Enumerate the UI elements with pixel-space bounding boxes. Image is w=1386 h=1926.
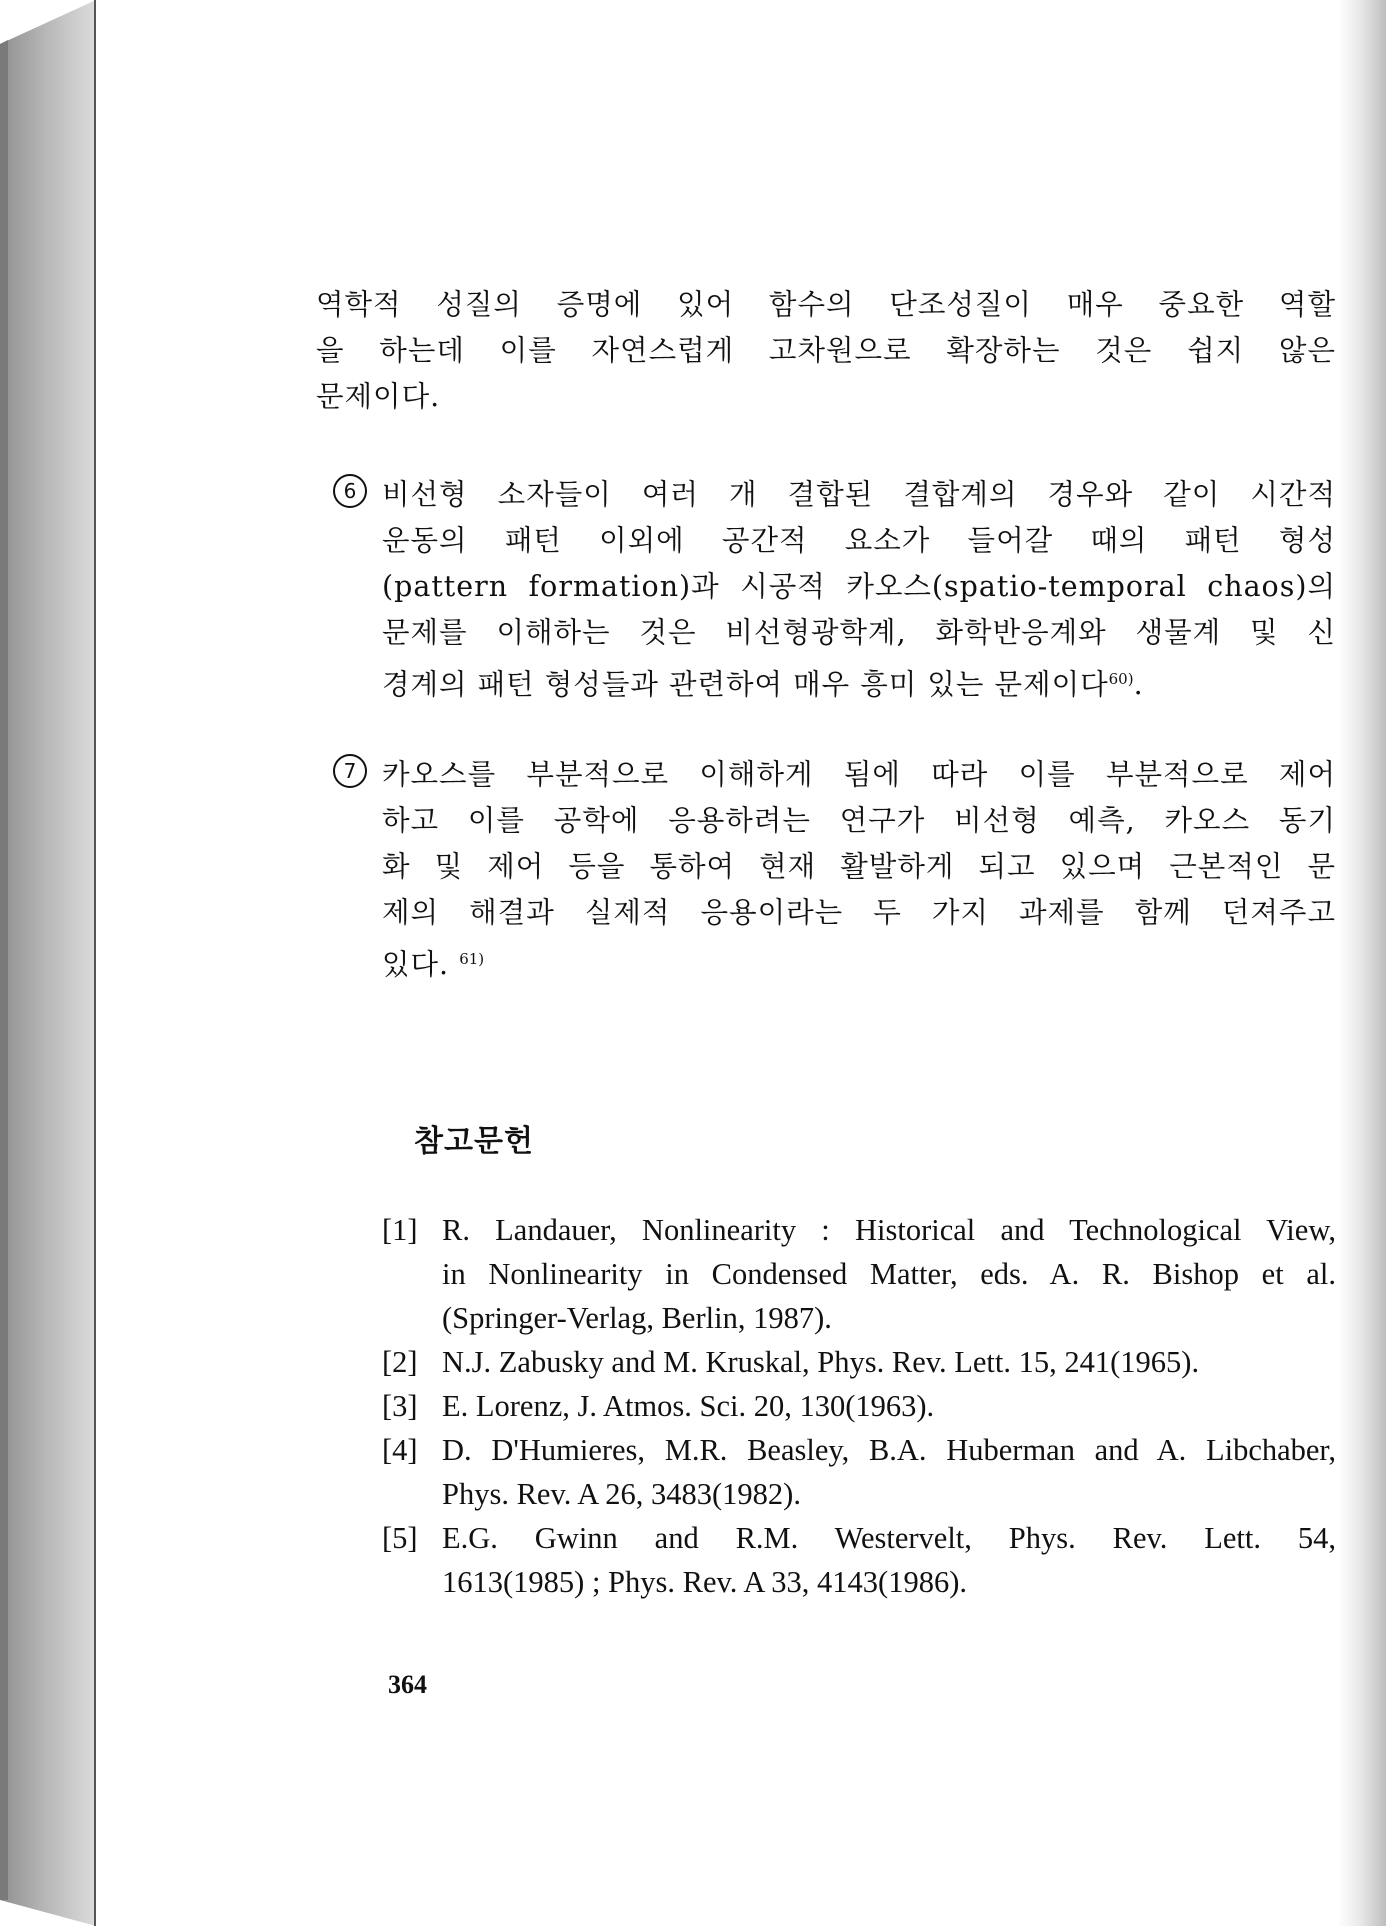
reference-item: [382, 1384, 1336, 1428]
item-line: 문제를 이해하는 것은 비선형광학계, 화학반응계와 생물계 및 신: [382, 616, 1336, 649]
reference-number: [5]: [382, 1521, 418, 1555]
item-line: (pattern formation)과 시공적 카오스(spatio-temporal chaos)의: [382, 570, 1336, 603]
book-spine: [0, 0, 96, 1926]
paragraph-line: 을 하는데 이를 자연스럽게 고차원으로 확장하는 것은 쉽지 않은: [316, 334, 1336, 367]
page-edge-shadow: [1338, 0, 1386, 1926]
reference-line: N.J. Zabusky and M. Kruskal, Phys. Rev. Lett. 15, 241(1965).: [442, 1345, 1200, 1379]
list-item-6: [343, 472, 1336, 708]
paragraph-line: 문제이다.: [316, 380, 441, 413]
item-line-last: [382, 936, 1336, 988]
item-line: 하고 이를 공학에 응용하려는 연구가 비선형 예측, 카오스 동기: [382, 804, 1336, 837]
references-heading: 참고문헌: [414, 1124, 534, 1159]
references-list: [382, 1208, 1336, 1604]
reference-line: D. D'Humieres, M.R. Beasley, B.A. Huberman and A. Libchaber,: [442, 1433, 1336, 1467]
list-item-7: [343, 752, 1336, 988]
reference-line: in Nonlinearity in Condensed Matter, eds. A. R. Bishop et al.: [442, 1257, 1336, 1291]
reference-line: (Springer-Verlag, Berlin, 1987).: [442, 1301, 832, 1335]
footnote-ref: 61): [459, 950, 485, 968]
reference-line: Phys. Rev. A 26, 3483(1982).: [442, 1477, 801, 1511]
reference-line: E.G. Gwinn and R.M. Westervelt, Phys. Rev. Lett. 54,: [442, 1521, 1336, 1555]
item-line: 화 및 제어 등을 통하여 현재 활발하게 되고 있으며 근본적인 문: [382, 850, 1336, 883]
item-line: 비선형 소자들이 여러 개 결합된 결합계의 경우와 같이 시간적: [382, 478, 1336, 511]
reference-item: [382, 1208, 1336, 1340]
footnote-ref: 60): [1108, 670, 1134, 688]
reference-line: 1613(1985) ; Phys. Rev. A 33, 4143(1986).: [442, 1565, 967, 1599]
item-line: 제의 해결과 실제적 응용이라는 두 가지 과제를 함께 던져주고: [382, 896, 1336, 929]
continued-paragraph: [316, 282, 1336, 420]
reference-item: [382, 1428, 1336, 1516]
item-line-last: [382, 656, 1336, 708]
paragraph-line: 역학적 성질의 증명에 있어 함수의 단조성질이 매우 중요한 역할: [316, 288, 1336, 321]
reference-item: [382, 1340, 1336, 1384]
item-line: 운동의 패턴 이외에 공간적 요소가 들어갈 때의 패턴 형성: [382, 524, 1336, 557]
reference-number: [1]: [382, 1213, 418, 1247]
item-text: 있다.: [382, 948, 450, 981]
reference-number: [3]: [382, 1389, 418, 1423]
circled-number-6: 6: [333, 474, 367, 508]
reference-line: R. Landauer, Nonlinearity : Historical and Technological View,: [442, 1213, 1336, 1247]
circled-number-7: 7: [333, 754, 367, 788]
reference-number: [2]: [382, 1345, 418, 1379]
sentence-end: .: [1133, 668, 1144, 701]
item-text: 경계의 패턴 형성들과 관련하여 매우 흥미 있는 문제이다: [382, 668, 1109, 701]
reference-item: [382, 1516, 1336, 1604]
reference-number: [4]: [382, 1433, 418, 1467]
page-number: 364: [388, 1670, 427, 1699]
book-page: [96, 0, 1338, 1926]
item-line: 카오스를 부분적으로 이해하게 됨에 따라 이를 부분적으로 제어: [382, 758, 1336, 791]
reference-line: E. Lorenz, J. Atmos. Sci. 20, 130(1963).: [442, 1389, 935, 1423]
